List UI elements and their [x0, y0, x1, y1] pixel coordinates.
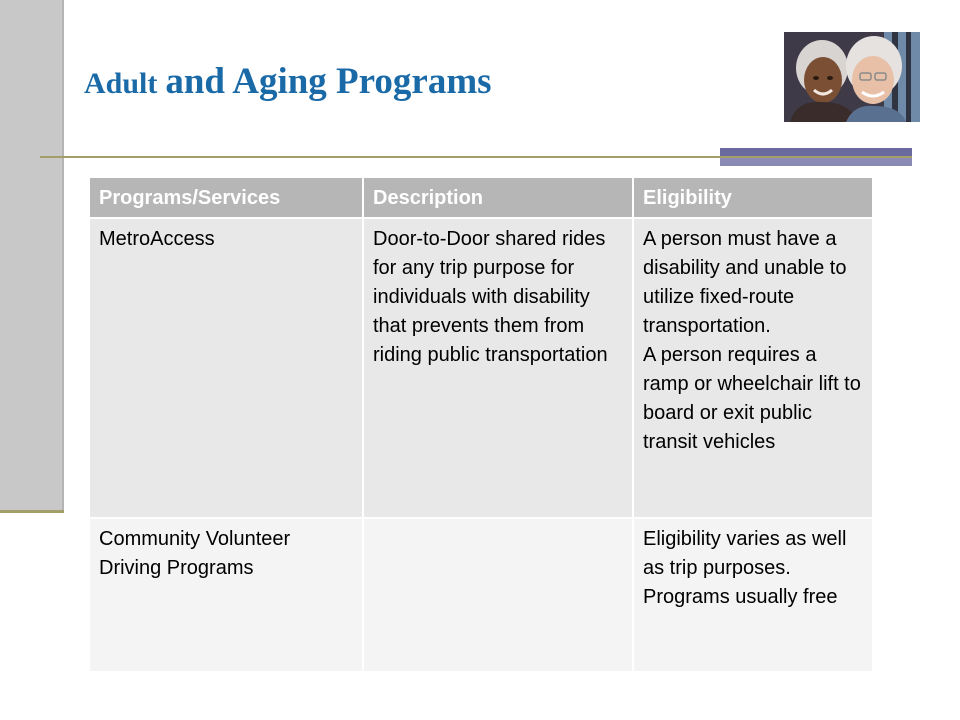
header-eligibility: Eligibility — [633, 177, 873, 218]
left-decor-bar-edge — [62, 0, 64, 512]
cell-program: MetroAccess — [89, 218, 363, 518]
slide-title-part2: and Aging Programs — [165, 61, 492, 102]
header-programs-services: Programs/Services — [89, 177, 363, 218]
table-row — [89, 518, 873, 672]
header-description: Description — [363, 177, 633, 218]
cell-description: Door-to-Door shared rides for any trip purpose for individuals with disability that prevents them from riding public transportation — [363, 218, 633, 518]
eligibility-line: Programs usually free — [643, 586, 838, 608]
cell-eligibility — [633, 218, 873, 518]
eligibility-line: A person requires a ramp or wheelchair lift to board or exit public transit vehicles — [643, 344, 861, 453]
eligibility-line: A person must have a disability and unable to utilize fixed-route transportation. — [643, 228, 847, 337]
cell-program: Community Volunteer Driving Programs — [89, 518, 363, 672]
slide-title-part1: Adult — [84, 67, 158, 100]
left-decor-bar — [0, 0, 64, 512]
cell-eligibility — [633, 518, 873, 672]
accent-bar-purple-shadow — [720, 158, 912, 166]
slide-title — [84, 60, 492, 103]
eligibility-line: Eligibility varies as well as trip purposes. — [643, 528, 847, 579]
cell-description — [363, 518, 633, 672]
table-row — [89, 218, 873, 518]
table-header-row — [89, 177, 873, 218]
left-decor-bar-line — [0, 510, 64, 513]
seniors-photo-illustration — [784, 32, 920, 122]
accent-bar-purple — [720, 148, 912, 156]
programs-table — [88, 176, 874, 673]
seniors-photo — [784, 32, 920, 122]
